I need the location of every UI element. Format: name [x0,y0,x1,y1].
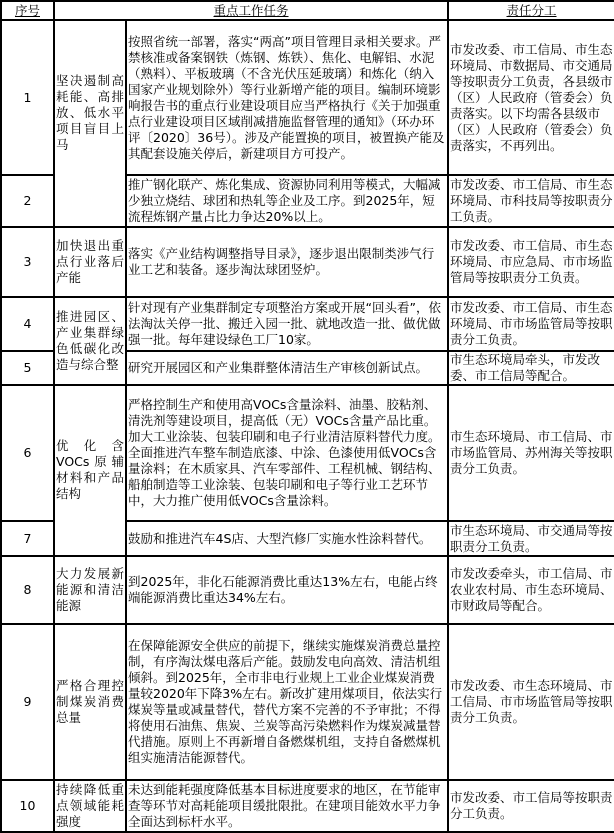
task-category: 推进园区、产业集群绿色低碳化改造与综合整 [54,297,126,385]
task-detail: 推广钢化联产、炼化集成、资源协同利用等模式，大幅减少独立烧结、球团和热轧等企业及工序。到2025年，短流程炼钢产量占比力争达20%以上。 [126,175,448,227]
row-number: 10 [1,780,54,832]
row-number: 7 [1,521,54,556]
row-number: 2 [1,175,54,227]
row-number: 8 [1,556,54,624]
responsibility: 市生态环境局、市交通局等按职责分工负责。 [448,521,614,556]
table-row [1,20,614,175]
row-number: 4 [1,297,54,351]
task-category: 持续降低重点领域能耗强度 [54,780,126,832]
responsibility: 市发改委、市工信局、市生态环境局、市应急局、市市场监管局等按职责分工负责。 [448,227,614,297]
task-detail: 落实《产业结构调整指导目录》，逐步退出限制类涉气行业工艺和装备。逐步淘汰球团竖炉。 [126,227,448,297]
task-category: 坚决遏制高耗能、高排放、低水平项目盲目上马 [54,20,126,227]
row-number: 6 [1,385,54,521]
table-header-row [1,1,614,20]
row-number: 3 [1,227,54,297]
task-category: 大力发展新能源和清洁能源 [54,556,126,624]
task-category: 严格合理控制煤炭消费总量 [54,624,126,780]
task-detail: 在保障能源安全供应的前提下，继续实施煤炭消费总量控制，有序淘汰煤电落后产能。鼓励发电向高效、清洁机组倾斜。到2025年，全市非电行业规上工业企业煤炭消费量较2020年下降3%左右。新改扩建用煤项目，依法实行煤炭等量或减量替代，替代方案不完善的不予审批；不得将使用石油焦、焦炭、兰炭等高污染燃料作为煤炭减量替代措施。原则上不再新增自备燃煤机组，支持自备燃煤机组实施清洁能源替代。 [126,624,448,780]
table-row [1,297,614,351]
task-detail: 严格控制生产和使用高VOCs含量涂料、油墨、胶粘剂、清洗剂等建设项目，提高低（无）VOCs含量产品比重。加大工业涂装、包装印刷和电子行业清洁原料替代力度。全面推进汽车整车制造底漆、中涂、色漆使用低VOCs含量涂料；在木质家具、汽车零部件、工程机械、钢结构、船舶制造等工业涂装、包装印刷和电子等行业工艺环节中，大力推广使用低VOCs含量涂料。 [126,385,448,521]
task-detail: 未达到能耗强度降低基本目标进度要求的地区，在节能审查等环节对高耗能项目缓批限批。在建项目能效水平力争全面达到标杆水平。 [126,780,448,832]
responsibility: 市生态环境局牵头，市发改委、市工信局等配合。 [448,351,614,385]
table-row [1,227,614,297]
task-category: 优化含VOCs原辅材料和产品结构 [54,385,126,556]
header-task: 重点工作任务 [54,1,448,20]
responsibility: 市生态环境局、市工信局、市市场监管局、苏州海关等按职责分工负责。 [448,385,614,521]
header-no: 序号 [1,1,54,20]
table-row [1,556,614,624]
table-row [1,385,614,521]
responsibility: 市发改委、市生态环境局、市工信局、市市场监管局等按职责分工负责。 [448,624,614,780]
responsibility: 市发改委、市工信局、市生态环境局、市市场监管局等按职责分工负责。 [448,297,614,351]
responsibility: 市发改委、市工信局等按职责分工负责。 [448,780,614,832]
task-detail: 针对现有产业集群制定专项整治方案或开展“回头看”，依法淘汰关停一批、搬迁入园一批、就地改造一批、做优做强一批。每年建设绿色工厂10家。 [126,297,448,351]
responsibility: 市发改委、市工信局、市生态环境局、市科技局等按职责分工负责。 [448,175,614,227]
row-number: 9 [1,624,54,780]
task-category: 加快退出重点行业落后产能 [54,227,126,297]
responsibility: 市发改委、市工信局、市生态环境局、市数据局、市交通局等按职责分工负责，各县级市（区）人民政府（管委会）负责落实。以下均需各县级市（区）人民政府（管委会）负责落实，不再列出。 [448,20,614,175]
table-row [1,624,614,780]
task-detail: 到2025年，非化石能源消费比重达13%左右，电能占终端能源消费比重达34%左右。 [126,556,448,624]
header-resp: 责任分工 [448,1,614,20]
row-number: 5 [1,351,54,385]
task-detail: 鼓励和推进汽车4S店、大型汽修厂实施水性涂料替代。 [126,521,448,556]
row-number: 1 [1,20,54,175]
task-detail: 按照省统一部署，落实“两高”项目管理目录相关要求。严禁核准或备案钢铁（炼钢、炼铁）、焦化、电解铝、水泥（熟料）、平板玻璃（不含光伏压延玻璃）和炼化（纳入国家产业规划除外）等行业新增产能的项目。编制环境影响报告书的重点行业建设项目应当严格执行《关于加强重点行业建设项目区域削减措施监督管理的通知》（环办环评〔2020〕36号）。涉及产能置换的项目，被置换产能及其配套设施关停后，新建项目方可投产。 [126,20,448,175]
table-row [1,780,614,832]
responsibility: 市发改委牵头，市工信局、市农业农村局、市生态环境局、市财政局等配合。 [448,556,614,624]
task-detail: 研究开展园区和产业集群整体清洁生产审核创新试点。 [126,351,448,385]
